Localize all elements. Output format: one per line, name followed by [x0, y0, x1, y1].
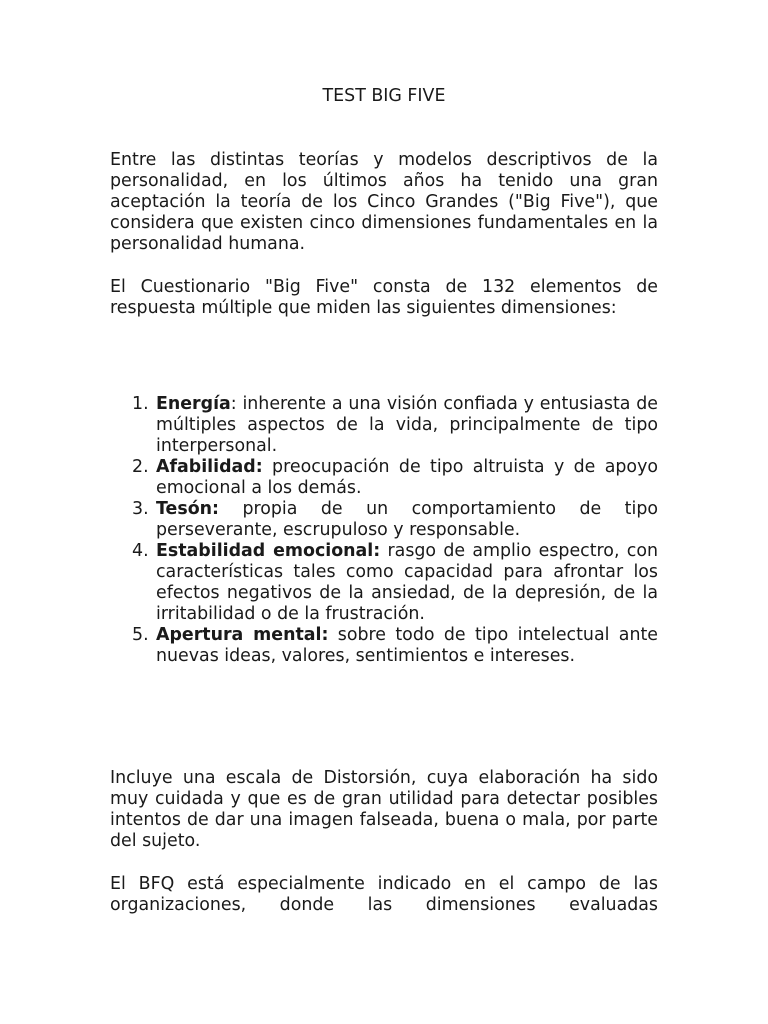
list-item-term: Estabilidad emocional: [156, 541, 381, 561]
bfq-paragraph: El BFQ está especialmente indicado en el campo de las organizaciones, donde las dimensiones evaluadas [110, 874, 658, 915]
list-item-number: 4. [132, 541, 149, 561]
dimensions-list [110, 394, 658, 667]
list-item-term: Energía [156, 394, 231, 414]
list-item-number: 2. [132, 457, 149, 477]
list-item-number: 3. [132, 499, 149, 519]
list-item-text: preocupación de tipo altruista y de apoyo emocional a los demás. [156, 457, 658, 498]
list-item-number: 1. [132, 394, 149, 414]
list-item-number: 5. [132, 625, 149, 645]
list-item-term: Apertura mental: [156, 625, 329, 645]
list-item [110, 394, 658, 457]
document-title: TEST BIG FIVE [322, 86, 446, 106]
list-item-term: Tesón: [156, 499, 219, 519]
intro-paragraph: Entre las distintas teorías y modelos descriptivos de la personalidad, en los últimos años ha tenido una gran aceptación la teoría de los Cinco Grandes ("Big Five"), que considera que existen cinco dimensiones fundamentales en la personalidad humana. [110, 150, 658, 254]
distortion-paragraph: Incluye una escala de Distorsión, cuya elaboración ha sido muy cuidada y que es de gran utilidad para detectar posibles intentos de dar una imagen falseada, buena o mala, por parte del sujeto. [110, 768, 658, 851]
questionnaire-paragraph: El Cuestionario "Big Five" consta de 132 elementos de respuesta múltiple que miden las siguientes dimensiones: [110, 277, 658, 318]
list-item-term: Afabilidad: [156, 457, 263, 477]
list-item-text: : inherente a una visión confiada y entusiasta de múltiples aspectos de la vida, principalmente de tipo interpersonal. [156, 394, 658, 456]
list-item-text: sobre todo de tipo intelectual ante nuevas ideas, valores, sentimientos e intereses. [156, 625, 658, 666]
list-item [110, 499, 658, 541]
list-item [110, 541, 658, 625]
list-item-text: propia de un comportamiento de tipo perseverante, escrupuloso y responsable. [156, 499, 658, 540]
list-item [110, 625, 658, 667]
list-item-text: rasgo de amplio espectro, con características tales como capacidad para afrontar los efectos negativos de la ansiedad, de la depresión, de la irritabilidad o de la frustración. [156, 541, 658, 624]
list-item [110, 457, 658, 499]
